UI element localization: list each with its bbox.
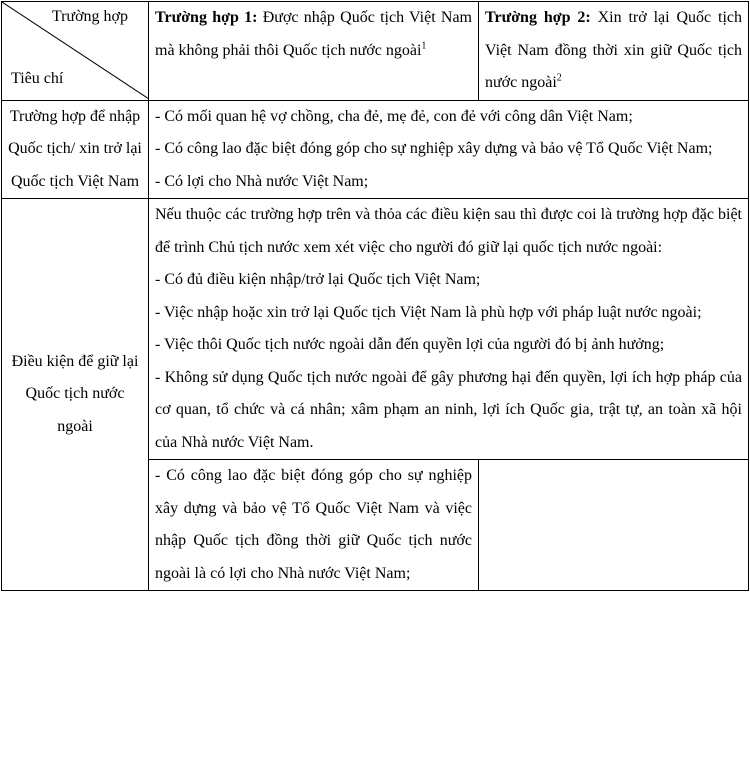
- corner-label-case: Trường hợp: [51, 8, 128, 25]
- header-case2-cell: [479, 2, 749, 101]
- case-item: - Có mối quan hệ vợ chồng, cha đẻ, mẹ đẻ, con đẻ với công dân Việt Nam;: [155, 107, 633, 125]
- cases-row: [2, 100, 749, 199]
- case2-extra-cell: [479, 460, 749, 591]
- case-item: - Có công lao đặc biệt đóng góp cho sự nghiệp xây dựng và bảo vệ Tổ Quốc Việt Nam;: [155, 140, 713, 157]
- header-case1-cell: [149, 2, 479, 101]
- case2-description: Xin trở lại Quốc tịch Việt Nam đồng thời xin giữ Quốc tịch nước ngoài: [485, 9, 742, 91]
- condition-item: - Việc thôi Quốc tịch nước ngoài dẫn đến quyền lợi của người đó bị ảnh hưởng;: [155, 336, 665, 353]
- conditions-content-cell: [149, 199, 749, 460]
- footnote-ref-2: 2: [556, 72, 562, 84]
- cases-label: Trường hợp để nhập Quốc tịch/ xin trở lại Quốc tịch Việt Nam: [8, 107, 142, 190]
- conditions-label: Điều kiện để giữ lại Quốc tịch nước ngoài: [11, 352, 139, 435]
- header-corner-cell: [2, 2, 149, 101]
- case-item: - Có lợi cho Nhà nước Việt Nam;: [155, 172, 369, 190]
- corner-label-criteria: Tiêu chí: [11, 70, 64, 87]
- case1-description: Được nhập Quốc tịch Việt Nam mà không phải thôi Quốc tịch nước ngoài: [155, 9, 472, 59]
- case1-title: Trường hợp 1:: [155, 9, 258, 26]
- condition-item: - Có đủ điều kiện nhập/trở lại Quốc tịch Việt Nam;: [155, 271, 481, 288]
- conditions-row: [2, 199, 749, 460]
- conditions-intro: Nếu thuộc các trường hợp trên và thỏa các điều kiện sau thì được coi là trường hợp đặc biệt để trình Chủ tịch nước xem xét việc cho người đó giữ lại quốc tịch nước ngoài:: [155, 206, 742, 256]
- footnote-ref-1: 1: [421, 40, 427, 52]
- condition-item: - Không sử dụng Quốc tịch nước ngoài để gây phương hại đến quyền, lợi ích hợp pháp của cơ quan, tổ chức và cá nhân; xâm phạm an ninh, lợi ích Quốc gia, trật tự, an toàn xã hội của Nhà nước Việt Nam.: [155, 368, 742, 451]
- case1-extra-condition: - Có công lao đặc biệt đóng góp cho sự nghiệp xây dựng và bảo vệ Tổ Quốc Việt Nam và việc nhập Quốc tịch đồng thời giữ Quốc tịch nước ngoài là có lợi cho Nhà nước Việt Nam;: [155, 467, 472, 582]
- case2-title: Trường hợp 2:: [485, 9, 591, 26]
- conditions-label-cell: [2, 199, 149, 591]
- header-row: [2, 2, 749, 101]
- cases-label-cell: [2, 100, 149, 199]
- cases-content-cell: [149, 100, 749, 199]
- comparison-table: [1, 1, 749, 591]
- case1-extra-cell: [149, 460, 479, 591]
- condition-item: - Việc nhập hoặc xin trở lại Quốc tịch Việt Nam là phù hợp với pháp luật nước ngoài;: [155, 303, 702, 321]
